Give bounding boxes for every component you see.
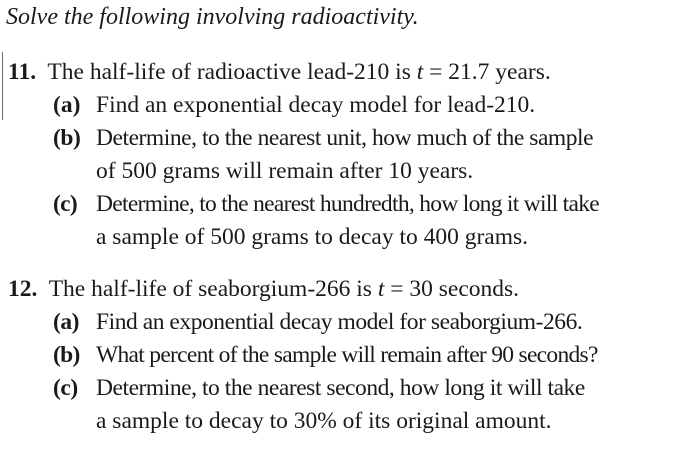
problem-number: 12. xyxy=(8,276,38,302)
problem-12-part-b xyxy=(53,340,598,370)
problem-12-part-c-continued xyxy=(96,406,552,436)
part-text: Determine, to the nearest unit, how much of the sample xyxy=(96,125,594,151)
problem-11-part-c xyxy=(53,189,599,219)
problem-12-part-a xyxy=(53,307,582,337)
problem-text: = 21.7 years. xyxy=(423,59,551,85)
part-text: Find an exponential decay model for lead-210. xyxy=(96,92,536,118)
part-label: (c) xyxy=(53,375,78,401)
part-text: a sample of 500 grams to decay to 400 grams. xyxy=(96,224,529,250)
part-text: What percent of the sample will remain after 90 seconds? xyxy=(96,342,598,368)
part-label: (b) xyxy=(53,125,81,151)
problem-11-part-a xyxy=(53,90,535,120)
problem-12-statement xyxy=(8,274,519,304)
part-label: (c) xyxy=(53,191,77,217)
problem-11-part-c-continued xyxy=(96,222,528,252)
section-heading: Solve the following involving radioactivity. xyxy=(6,4,419,30)
part-label: (a) xyxy=(53,309,80,335)
margin-rule xyxy=(2,52,3,120)
part-label: (a) xyxy=(53,92,81,118)
problem-text: The half-life of seaborgium-266 is xyxy=(48,276,378,302)
part-label: (b) xyxy=(53,342,80,368)
problem-11-statement xyxy=(8,57,551,87)
part-text: Determine, to the nearest hundredth, how long it will take xyxy=(96,191,600,217)
problem-11-part-b xyxy=(53,123,593,153)
part-text: Find an exponential decay model for seaborgium-266. xyxy=(96,309,583,335)
problem-text: The half-life of radioactive lead-210 is xyxy=(47,59,417,85)
part-text: a sample to decay to 30% of its original amount. xyxy=(96,408,552,434)
part-text: Determine, to the nearest second, how long it will take xyxy=(96,375,585,401)
math-variable: t xyxy=(416,59,424,85)
part-text: of 500 grams will remain after 10 years. xyxy=(96,158,474,184)
problem-12-part-c xyxy=(53,373,585,403)
math-variable: t xyxy=(377,276,385,302)
problem-number: 11. xyxy=(8,59,37,85)
problem-text: = 30 seconds. xyxy=(384,276,520,302)
problem-11-part-b-continued xyxy=(96,156,473,186)
